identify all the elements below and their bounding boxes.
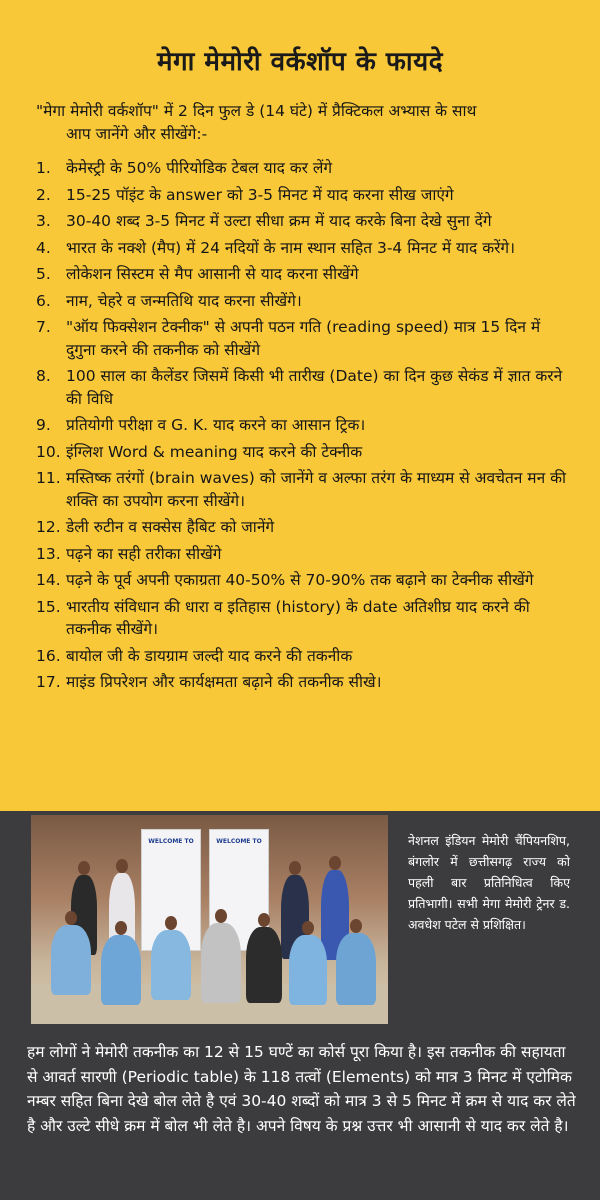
benefit-number: 2.: [36, 185, 51, 204]
photo-person: [336, 933, 376, 1005]
benefit-item: [36, 671, 568, 694]
benefit-text: भारतीय संविधान की धारा व इतिहास (history) के date अतिशीघ्र याद करने की तकनीक सीखेंगे।: [66, 597, 530, 638]
benefit-text: केमेस्ट्री के 50% पीरियोडिक टेबल याद कर लेंगे: [66, 159, 333, 177]
benefit-item: [36, 516, 568, 539]
benefit-text: लोकेशन सिस्टम से मैप आसानी से याद करना सीखेंगे: [66, 265, 359, 283]
benefit-item: [36, 365, 568, 410]
intro-line-2: आप जानेंगे और सीखेंगे:-: [66, 125, 208, 143]
photo-head: [350, 919, 362, 933]
photo-head: [258, 913, 270, 927]
benefit-number: 5.: [36, 265, 51, 283]
photo-head: [165, 916, 177, 930]
benefit-number: 11.: [36, 469, 61, 487]
benefit-number: 12.: [36, 518, 61, 536]
benefit-text: डेली रुटीन व सक्सेस हैबिट को जानेंगे: [66, 518, 275, 536]
intro-line-1: "मेगा मेमोरी वर्कशॉप" में 2 दिन फुल डे (14 घंटे) में प्रैक्टिकल अभ्यास के साथ: [36, 102, 477, 120]
benefit-number: 10.: [36, 442, 61, 461]
benefit-text: 15-25 पॉइंट के answer को 3-5 मिनट में याद करना सीख जाएंगे: [66, 185, 454, 204]
benefit-text: मस्तिष्क तरंगों (brain waves) को जानेंगे व अल्फा तरंग के माध्यम से अवचेतन मन की शक्ति का उपयोग करना सीखेंगे।: [66, 469, 567, 510]
benefit-item: [36, 263, 568, 286]
benefit-text: प्रतियोगी परीक्षा व G. K. याद करने का आसान ट्रिक।: [66, 416, 366, 434]
benefit-item: [36, 596, 568, 641]
photo-person: [51, 925, 91, 995]
benefit-text: इंग्लिश Word & meaning याद करने की टेक्नीक: [66, 442, 363, 461]
benefit-text: पढ़ने का सही तरीका सीखेंगे: [66, 544, 222, 563]
photo-head: [215, 909, 227, 923]
benefit-item: [36, 210, 568, 233]
photo-person: [151, 930, 191, 1000]
photo-person: [101, 935, 141, 1005]
benefit-item: [36, 569, 568, 592]
benefit-text: नाम, चेहरे व जन्मतिथि याद करना सीखेंगे।: [66, 291, 302, 310]
benefit-item: [36, 543, 568, 566]
benefit-number: 7.: [36, 318, 51, 336]
photo-caption: नेशनल इंडियन मेमोरी चैंपियनशिप, बंगलोर में छत्तीसगढ़ राज्य को पहली बार प्रतिनिधित्व किए प्रतिभागी। सभी मेगा मेमोरी ट्रेनर ड. अवधेश पटेल से प्रशिक्षित।: [408, 833, 570, 932]
benefit-text: 100 साल का कैलेंडर जिसमें किसी भी तारीख (Date) का दिन कुछ सेकंड में ज्ञात करने की विधि: [66, 367, 563, 408]
benefit-number: 16.: [36, 646, 61, 665]
benefit-item: [36, 441, 568, 464]
benefit-number: 14.: [36, 571, 61, 589]
benefit-number: 13.: [36, 544, 61, 563]
benefit-number: 17.: [36, 673, 61, 691]
photo-head: [329, 856, 341, 870]
benefit-text: 30-40 शब्द 3-5 मिनट में उल्टा सीधा क्रम में याद करके बिना देखे सुना देंगे: [66, 212, 492, 230]
benefit-item: [36, 414, 568, 437]
photo-person: [246, 927, 282, 1003]
benefit-item: [36, 467, 568, 512]
benefit-number: 9.: [36, 416, 51, 434]
photo-head: [116, 859, 128, 873]
banner-text-right: WELCOME TO: [216, 838, 262, 845]
benefit-text: "ऑय फिक्सेशन टेक्नीक" से अपनी पठन गति (reading speed) मात्र 15 दिन में दुगुना करने की तकनीक को सीखेंगे: [66, 318, 541, 359]
photo-head: [115, 921, 127, 935]
photo-person: [201, 923, 241, 1003]
benefit-number: 4.: [36, 238, 51, 257]
page-title: मेगा मेमोरी वर्कशॉप के फायदे: [156, 47, 444, 77]
photo-head: [78, 861, 90, 875]
benefit-text: पढ़ने के पूर्व अपनी एकाग्रता 40-50% से 70-90% तक बढ़ाने का टेक्नीक सीखेंगे: [66, 571, 534, 589]
banner-text-left: WELCOME TO: [148, 838, 194, 845]
testimonial-paragraph: हम लोगों ने मेमोरी तकनीक का 12 से 15 घण्टें का कोर्स पूरा किया है। इस तकनीक की सहायता से आवर्त सारणी (Periodic table) के 118 तत्वों (Elements) को मात्र 3 मिनट में एटोमिक नम्बर सहित बिना देखे बोल लेते है एवं 30-40 शब्दों को मात्र 3 से 5 मिनट में क्रम से याद कर लेते है और उल्टे सीधे क्रम में बोल भी लेते है। अपने विषय के प्रश्न उत्तर भी आसानी से याद कर लेते है।: [27, 1043, 576, 1135]
photo-head: [289, 861, 301, 875]
benefit-item: [36, 316, 568, 361]
benefit-number: 3.: [36, 212, 51, 230]
benefit-item: [36, 290, 568, 313]
benefit-number: 6.: [36, 291, 51, 310]
benefit-item: [36, 645, 568, 668]
benefit-item: [36, 237, 568, 260]
benefit-item: [36, 157, 568, 180]
intro-text: [36, 100, 566, 146]
benefit-number: 15.: [36, 597, 61, 616]
benefit-number: 8.: [36, 367, 51, 385]
benefit-text: भारत के नक्शे (मैप) में 24 नदियों के नाम स्थान सहित 3-4 मिनट में याद करेंगे।: [66, 238, 516, 257]
benefit-number: 1.: [36, 159, 51, 177]
photo-person: [289, 935, 327, 1005]
benefits-list: [36, 157, 568, 698]
group-photo: [31, 815, 388, 1024]
photo-head: [302, 921, 314, 935]
benefit-item: [36, 184, 568, 207]
photo-head: [65, 911, 77, 925]
benefit-text: माइंड प्रिपरेशन और कार्यक्षमता बढ़ाने की तकनीक सीखे।: [66, 673, 382, 691]
benefit-text: बायोल जी के डायग्राम जल्दी याद करने की तकनीक: [66, 646, 353, 665]
